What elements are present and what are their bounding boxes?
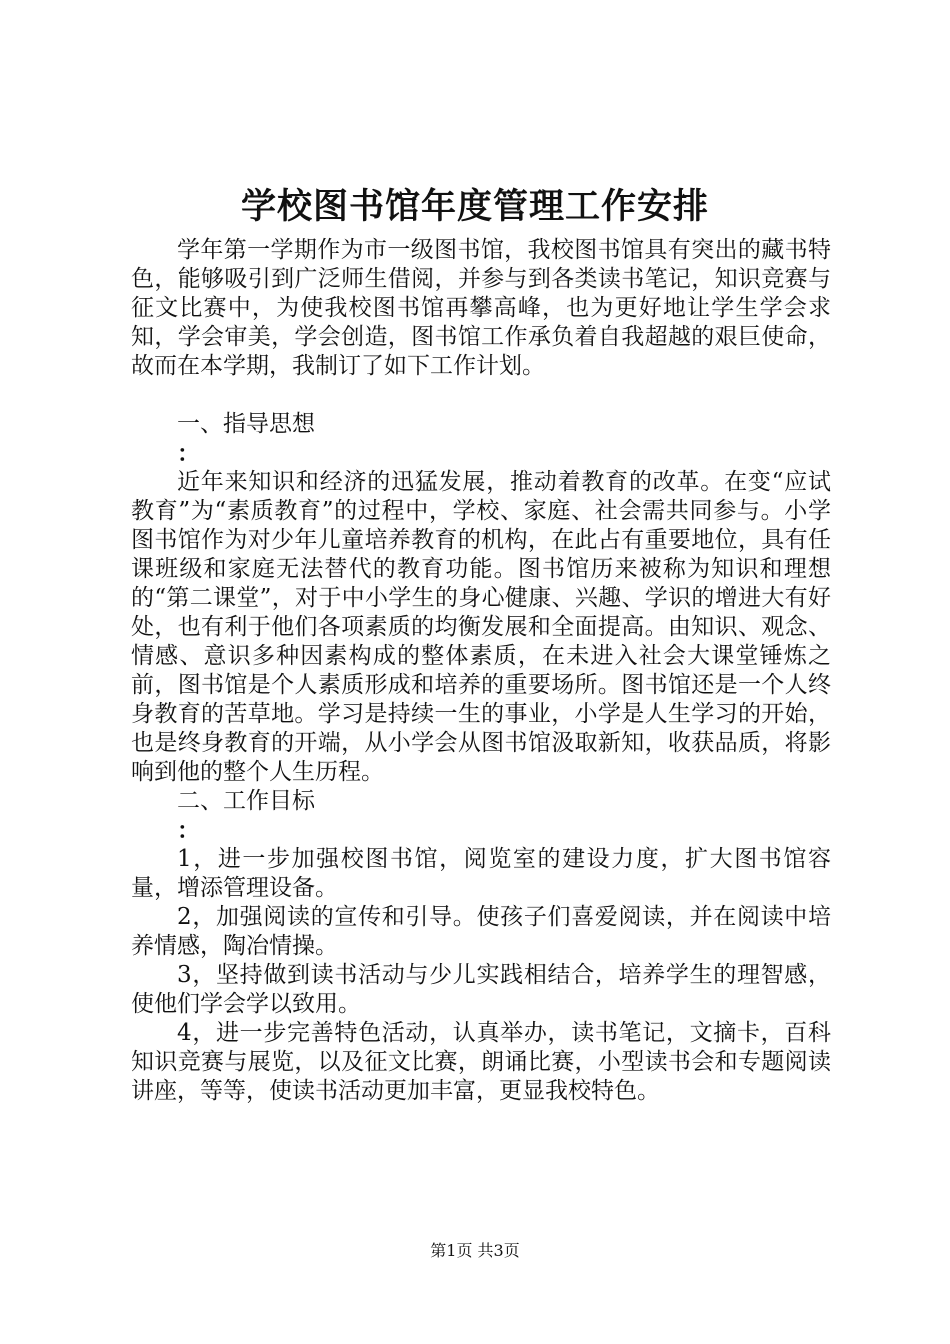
section-heading-guiding-ideology: 一、指导思想 [177,411,315,437]
document-title: 学校图书馆年度管理工作安排 [240,186,709,227]
goal-item-2: 2，加强阅读的宣传和引导。使孩子们喜爱阅读，并在阅读中培养情感，陶冶情操。 [131,904,831,959]
section-heading-work-goals: 二、工作目标 [177,788,315,814]
intro-paragraph: 学年第一学期作为市一级图书馆，我校图书馆具有突出的藏书特色，能够吸引到广泛师生借阅，并参与到各类读书笔记，知识竞赛与征文比赛中，为使我校图书馆再攀高峰，也为更好地让学生学会求知，学会审美，学会创造，图书馆工作承负着自我超越的艰巨使命，故而在本学期，我制订了如下工作计划。 [131,237,831,379]
goal-item-1: 1，进一步加强校图书馆，阅览室的建设力度，扩大图书馆容量，增添管理设备。 [131,846,831,901]
section-colon: ： [177,440,200,467]
document-body [131,236,831,1106]
guiding-ideology-paragraph: 近年来知识和经济的迅猛发展，推动着教育的改革。在变“应试教育”为“素质教育”的过程中，学校、家庭、社会需共同参与。小学图书馆作为对少年儿童培养教育的机构，在此占有重要地位，具有任课班级和家庭无法替代的教育功能。图书馆历来被称为知识和理想的“第二课堂”，对于中小学生的身心健康、兴趣、学识的增进大有好处，也有利于他们各项素质的均衡发展和全面提高。由知识、观念、情感、意识多种因素构成的整体素质，在未进入社会大课堂锤炼之前，图书馆是个人素质形成和培养的重要场所。图书馆还是一个人终身教育的苦草地。学习是持续一生的事业，小学是人生学习的开始，也是终身教育的开端，从小学会从图书馆汲取新知，收获品质，将影响到他的整个人生历程。 [131,469,831,785]
page-footer: 第1页 共3页 [430,1241,520,1260]
paragraph-spacer [131,381,831,410]
goal-item-4: 4，进一步完善特色活动，认真举办，读书笔记，文摘卡，百科知识竞赛与展览，以及征文比赛，朗诵比赛，小型读书会和专题阅读讲座，等等，使读书活动更加丰富，更显我校特色。 [131,1020,831,1104]
section-colon: ： [177,817,200,844]
goal-item-3: 3，坚持做到读书活动与少儿实践相结合，培养学生的理智感，使他们学会学以致用。 [131,962,831,1017]
